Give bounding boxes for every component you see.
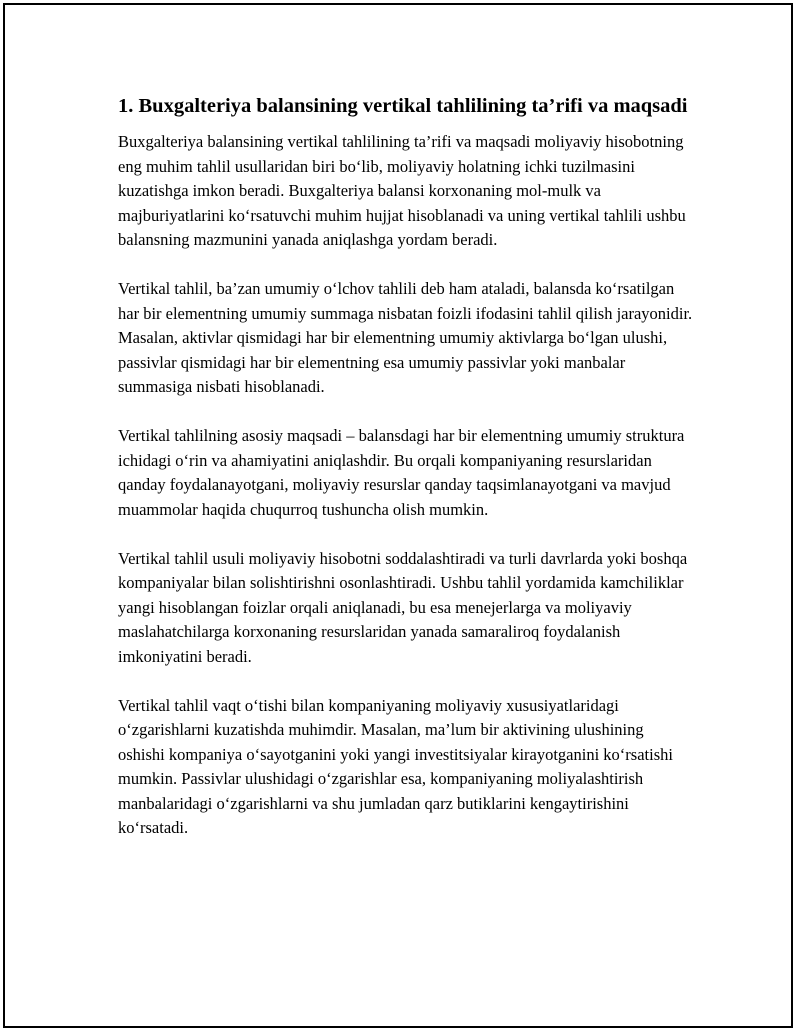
paragraph-2: Vertikal tahlil, ba’zan umumiy o‘lchov tahlili deb ham ataladi, balansda ko‘rsatilgan har bir elementning umumiy summaga nisbatan foizli ifodasini tahlil qilish jarayonidir. Masalan, aktivlar qismidagi har bir elementning umumiy aktivlarga bo‘lgan ulushi, passivlar qismidagi har bir elementning esa umumiy passivlar yoki manbalar summasiga nisbati hisoblanadi. (118, 279, 693, 396)
paragraph-1: Buxgalteriya balansining vertikal tahlilining ta’rifi va maqsadi moliyaviy hisobotning eng muhim tahlil usullaridan biri bo‘lib, moliyaviy holatning ichki tuzilmasini kuzatishga imkon beradi. Buxgalteriya balansi korxonaning mol-mulk va majburiyatlarini ko‘rsatuvchi muhim hujjat hisoblanadi va uning vertikal tahlili ushbu balansning mazmunini yanada aniqlashga yordam beradi. (118, 132, 686, 249)
document-body (118, 92, 693, 865)
paragraph-4: Vertikal tahlil usuli moliyaviy hisobotni soddalashtiradi va turli davrlarda yoki boshqa kompaniyalar bilan solishtirishni osonlashtiradi. Ushbu tahlil yordamida kamchiliklar yangi hisoblangan foizlar orqali aniqlanadi, bu esa menejerlarga va moliyaviy maslahatchilarga korxonaning resurslaridan yanada samaraliroq foydalanish imkoniyatini beradi. (118, 548, 688, 666)
paragraph-5: Vertikal tahlil vaqt o‘tishi bilan kompaniyaning moliyaviy xususiyatlaridagi o‘zgarishlarni kuzatishda muhimdir. Masalan, ma’lum bir aktivining ulushining oshishi kompaniya o‘sayotganini yoki yangi investitsiyalar kirayotganini ko‘rsatishi mumkin. Passivlar ulushidagi o‘zgarishlar esa, kompaniyaning moliyalashtirish manbalaridagi o‘zgarishlarni va shu jumladan qarz butiklarini kengaytirishini ko‘rsatadi. (118, 695, 673, 837)
paragraph-3: Vertikal tahlilning asosiy maqsadi – balansdagi har bir elementning umumiy struktura ichidagi o‘rin va ahamiyatini aniqlashdir. Bu orqali kompaniyaning resurslaridan qanday foydalanayotgani, moliyaviy resurslar qanday taqsimlanayotgani va mavjud muammolar haqida chuqurroq tushuncha olish mumkin. (118, 426, 685, 519)
section-heading: 1. Buxgalteriya balansining vertikal tahlilining ta’rifi va maqsadi (118, 95, 688, 117)
